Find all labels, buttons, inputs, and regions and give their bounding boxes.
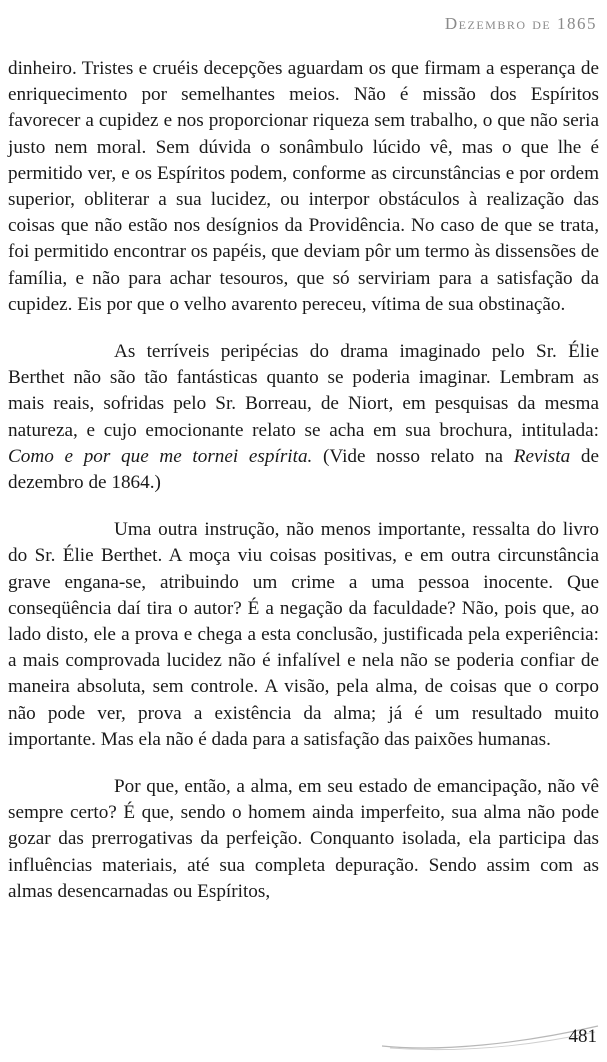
footer-swash-ornament — [380, 1022, 600, 1052]
book-title: Como e por que me tornei espírita. — [8, 445, 313, 467]
paragraph-4: Por que, então, a alma, em seu estado de emancipação, não vê sempre certo? É que, sendo o homem ainda imperfeito, sua alma não pode gozar das prerrogativas da perfeição. Conquanto isolada, ela participa das influências materiais, até sua completa depuração. Sendo assim com as almas desencarnadas ou Espíritos, — [8, 776, 599, 902]
paragraph-2 — [8, 339, 599, 496]
paragraph-2-text-b: (Vide nosso relato na — [312, 445, 514, 467]
paragraph-2-text-a: As terríveis peripécias do drama imaginado pelo Sr. Élie Berthet não são tão fantásticas quanto se poderia imaginar. Lembram as mais reais, sofridas pelo Sr. Borreau, de Niort, em pesquisas da mesma natureza, e cujo emocionante relato se acha em sua brochura, intitulada: — [8, 341, 599, 441]
body-text — [8, 56, 599, 905]
paragraph-2-text-c: de dezembro de 1864.) — [8, 445, 599, 494]
paragraph-1: dinheiro. Tristes e cruéis decepções aguardam os que firmam a esperança de enriquecimento por semelhantes meios. Não é missão dos Espíritos favorecer a cupidez e nos proporcionar riqueza sem trabalho, o que não seria justo nem moral. Sem dúvida o sonâmbulo lúcido vê, mas o que lhe é permitido ver, e os Espíritos podem, conforme as circunstâncias e por ordem superior, obliterar a sua lucidez, ou interpor obstáculos à realização das coisas que não estão nos desígnios da Providência. No caso de que se trata, foi permitido encontrar os papéis, que deviam pôr um termo às dissensões de família, e não para achar tesouros, que só serviriam para a satisfação da cupidez. Eis por que o velho avarento pereceu, vítima de sua obstinação. — [8, 58, 599, 315]
page-number: 481 — [568, 1026, 597, 1047]
journal-title: Revista — [513, 445, 571, 467]
paragraph-3: Uma outra instrução, não menos importante, ressalta do livro do Sr. Élie Berthet. A moça viu coisas positivas, e em outra circunstância grave engana-se, atribuindo um crime a uma pessoa inocente. Que conseqüência daí tira o autor? É a negação da faculdade? Não, pois que, ao lado disto, ele a prova e chega a esta conclusão, justificada pela experiência: a mais comprovada lucidez não é infalível e nela não se poderia confiar de maneira absoluta, sem controle. A visão, pela alma, de coisas que o corpo não pode ver, prova a existência da alma; já é um resultado muito importante. Mas ela não é dada para a satisfação das paixões humanas. — [8, 519, 599, 750]
running-head: Dezembro de 1865 — [444, 14, 597, 33]
